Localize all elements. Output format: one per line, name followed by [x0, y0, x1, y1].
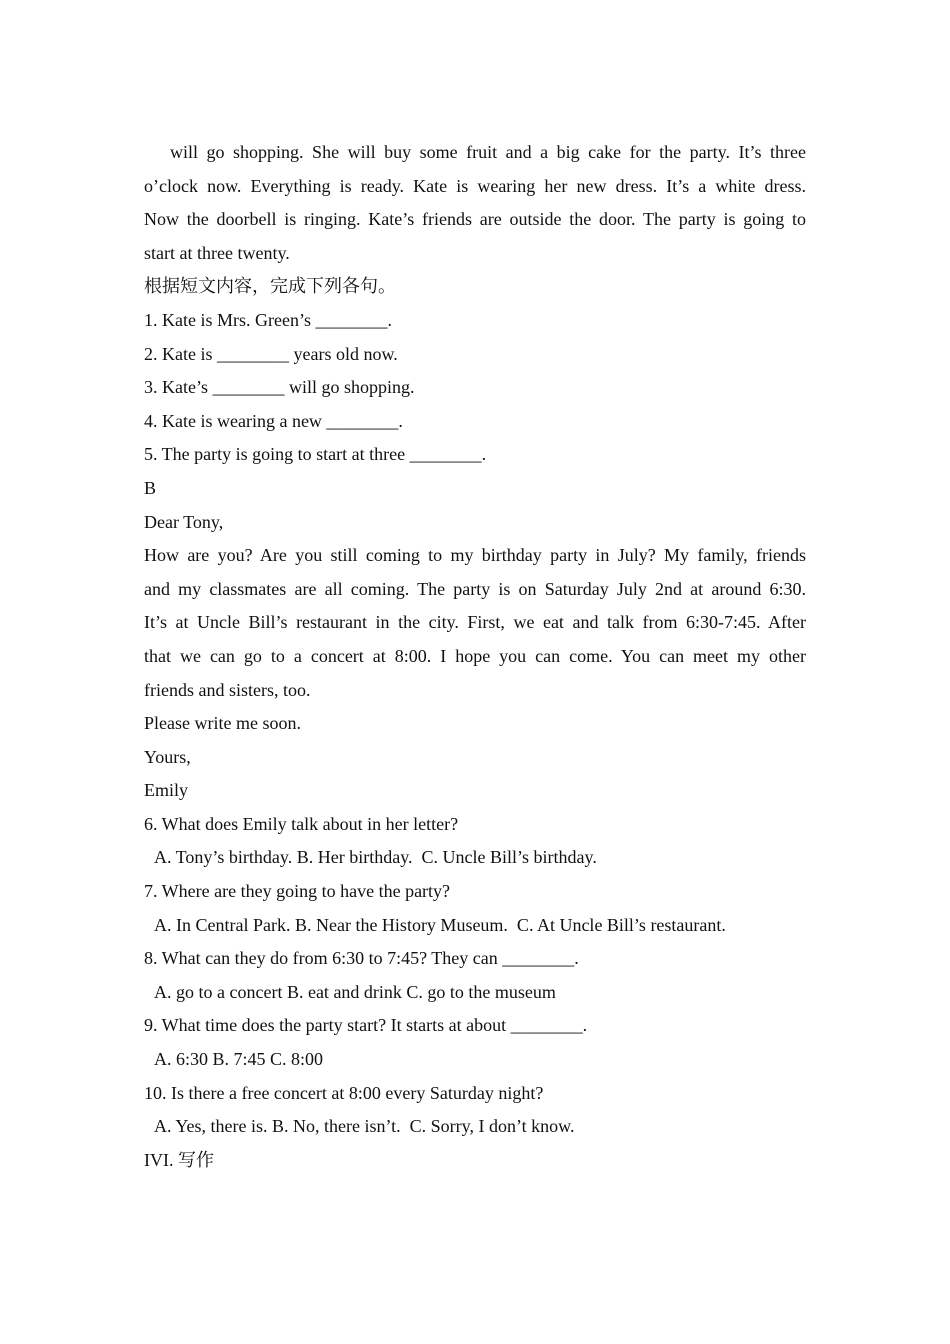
- letter-greeting: Dear Tony,: [144, 511, 224, 532]
- mc-question: 7. Where are they going to have the party?: [144, 881, 451, 902]
- passage-a-line: Now the doorbell is ringing. Kate’s friends are outside the door. The party is going to: [144, 209, 806, 230]
- fill-question: 1. Kate is Mrs. Green’s ________.: [144, 309, 392, 330]
- letter-closing-request: Please write me soon.: [144, 713, 301, 734]
- letter-body-line: that we can go to a concert at 8:00. I hope you can come. You can meet my other: [144, 645, 806, 666]
- mc-question: 10. Is there a free concert at 8:00 every Saturday night?: [144, 1082, 544, 1103]
- passage-a-line: will go shopping. She will buy some fruit and a big cake for the party. It’s three: [170, 142, 806, 162]
- writing-heading: IVI. 写作: [144, 1149, 214, 1170]
- passage-a-line: o’clock now. Everything is ready. Kate is wearing her new dress. It’s a white dress.: [144, 175, 806, 196]
- mc-question: 9. What time does the party start? It starts at about ________.: [144, 1015, 588, 1036]
- letter-sign-off: Yours,: [144, 746, 191, 767]
- letter-signature: Emily: [144, 780, 188, 801]
- fill-question: 2. Kate is ________ years old now.: [144, 343, 398, 364]
- mc-options: A. Tony’s birthday. B. Her birthday. C. Uncle Bill’s birthday.: [154, 847, 597, 868]
- instruction: 根据短文内容，完成下列各句。: [144, 276, 396, 297]
- section-b-label: B: [144, 477, 157, 498]
- letter-body-line: and my classmates are all coming. The party is on Saturday July 2nd at around 6:30.: [144, 578, 806, 599]
- mc-options: A. 6:30 B. 7:45 C. 8:00: [154, 1049, 324, 1070]
- mc-options: A. In Central Park. B. Near the History Museum. C. At Uncle Bill’s restaurant.: [154, 914, 726, 935]
- mc-options: A. go to a concert B. eat and drink C. go to the museum: [154, 981, 556, 1002]
- letter-body-line: friends and sisters, too.: [144, 679, 311, 700]
- letter-body-line: How are you? Are you still coming to my birthday party in July? My family, friends: [144, 545, 806, 566]
- mc-question: 6. What does Emily talk about in her letter?: [144, 813, 459, 834]
- mc-options: A. Yes, there is. B. No, there isn’t. C. Sorry, I don’t know.: [154, 1116, 575, 1137]
- fill-question: 4. Kate is wearing a new ________.: [144, 410, 403, 431]
- fill-question: 5. The party is going to start at three ________.: [144, 444, 487, 465]
- fill-question: 3. Kate’s ________ will go shopping.: [144, 377, 415, 398]
- mc-question: 8. What can they do from 6:30 to 7:45? They can ________.: [144, 948, 579, 969]
- document-page: [144, 136, 806, 1177]
- passage-a-line: start at three twenty.: [144, 242, 290, 263]
- letter-body-line: It’s at Uncle Bill’s restaurant in the city. First, we eat and talk from 6:30-7:45. After: [144, 612, 806, 633]
